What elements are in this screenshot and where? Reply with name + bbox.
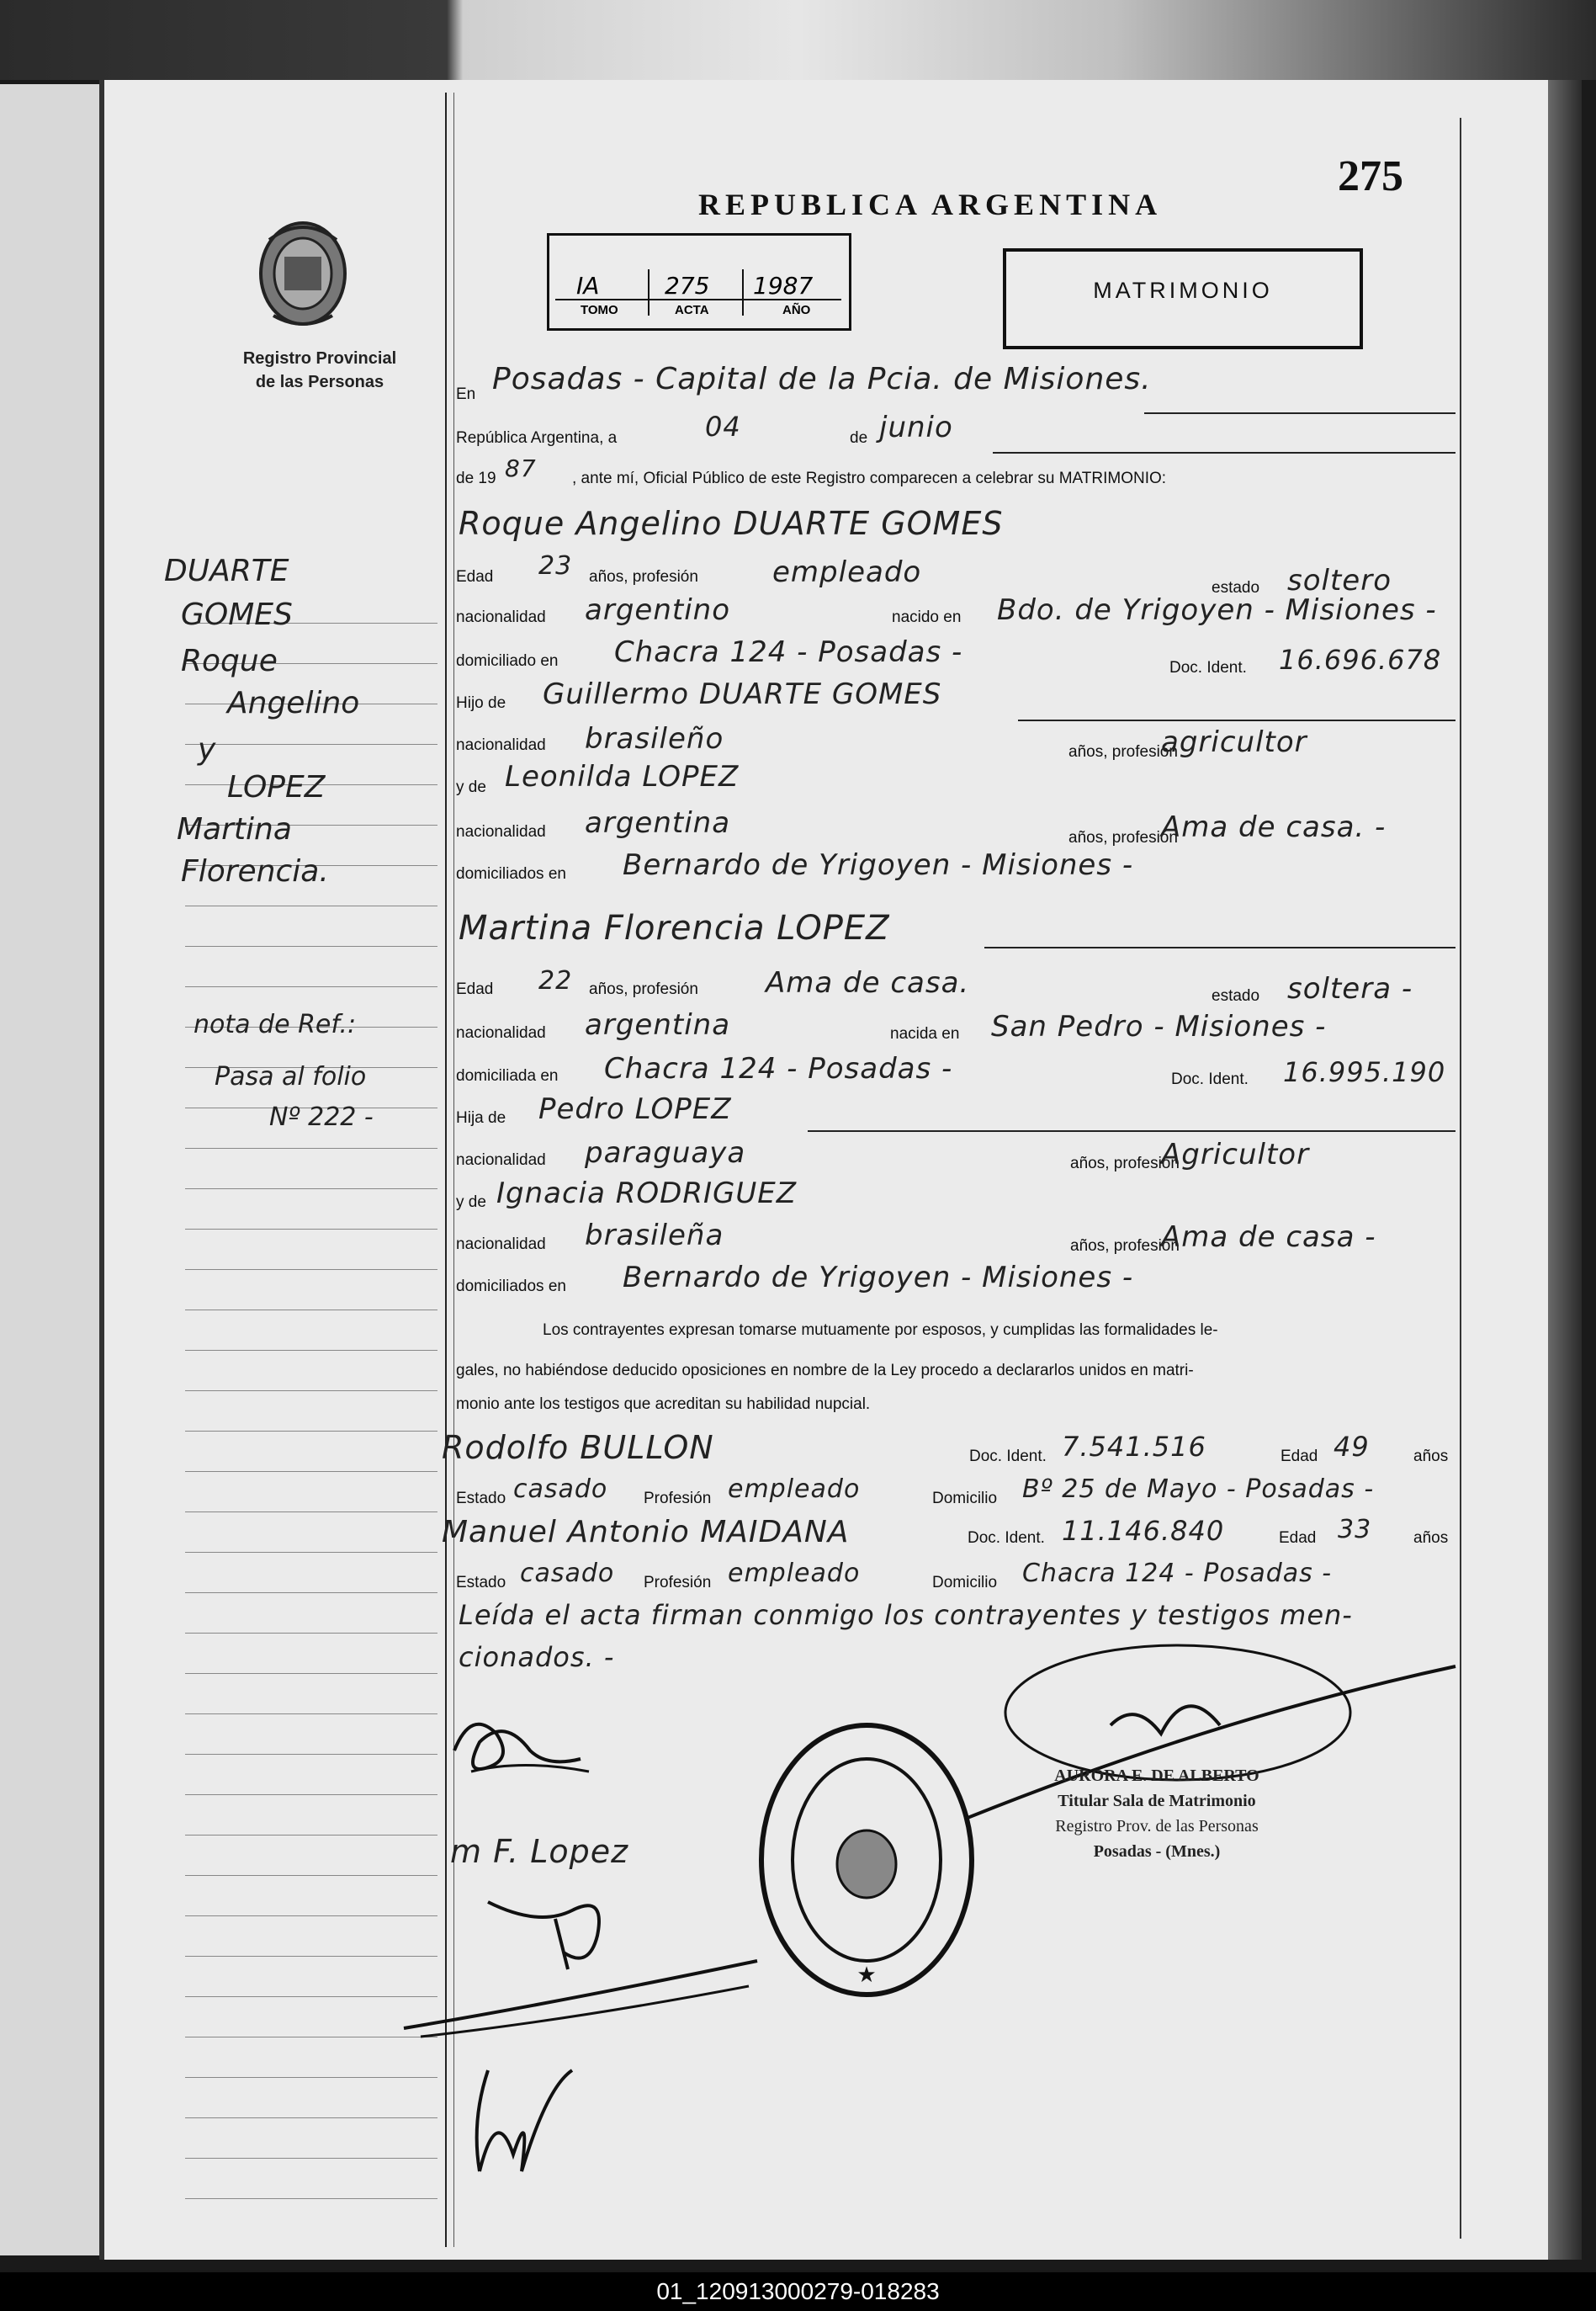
- ruled-line: [185, 1713, 437, 1714]
- witness1-label-anos: años: [1413, 1448, 1449, 1465]
- declaration-line3: monio ante los testigos que acreditan su habilidad nupcial.: [456, 1395, 871, 1413]
- ruled-line: [185, 1673, 437, 1674]
- provincial-coat-of-arms-icon: [252, 215, 353, 332]
- top-background: [0, 0, 1596, 80]
- witness2-profession: empleado: [728, 1559, 861, 1588]
- bride-label-father-profesion: años, profesión: [1070, 1155, 1180, 1172]
- groom-label-nacido: nacido en: [892, 608, 962, 626]
- witness2-doc: 11.146.840: [1062, 1515, 1225, 1547]
- groom-doc: 16.696.678: [1279, 644, 1442, 676]
- bride-name-underline: [984, 947, 1455, 948]
- declaration-line1: Los contrayentes expresan tomarse mutuamente por esposos, y cumplidas las formalidades le-: [543, 1321, 1218, 1339]
- right-margin-line: [1460, 118, 1461, 2239]
- label-intro: , ante mí, Oficial Público de este Registro comparecen a celebrar su MATRIMONIO:: [572, 470, 1167, 487]
- act-month: junio: [879, 411, 953, 444]
- ano-label: AÑO: [782, 303, 811, 317]
- groom-label-doc: Doc. Ident.: [1169, 659, 1247, 677]
- act-day: 04: [705, 411, 741, 443]
- margin-surname2: LOPEZ: [227, 770, 326, 805]
- bride-age: 22: [538, 966, 573, 996]
- ruled-line: [185, 986, 437, 987]
- ruled-line: [185, 1269, 437, 1270]
- ruled-line: [185, 1390, 437, 1391]
- groom-label-father-nacionalidad: nacionalidad: [456, 736, 546, 754]
- margin-ref-line2: Pasa al folio: [215, 1062, 367, 1092]
- seal-line1: AURORA E. DE ALBERTO: [1054, 1766, 1259, 1785]
- ruled-line: [185, 2117, 437, 2118]
- groom-profession: empleado: [772, 555, 922, 589]
- ruled-line: [185, 1915, 437, 1916]
- ruled-line: [185, 2077, 437, 2078]
- groom-nationality: argentino: [585, 593, 730, 627]
- ruled-line: [185, 1835, 437, 1836]
- bride-father-nationality: paraguaya: [585, 1136, 746, 1170]
- act-year-suffix: 87: [505, 454, 537, 482]
- groom-label-profesion: años, profesión: [589, 568, 698, 586]
- seal-line2: Titular Sala de Matrimonio: [1058, 1792, 1256, 1810]
- bride-nationality: argentina: [585, 1008, 731, 1042]
- father-underline: [1018, 720, 1455, 721]
- ruled-line: [185, 1875, 437, 1876]
- witness1-profession: empleado: [728, 1474, 861, 1504]
- closing-line1: Leída el acta firman conmigo los contrayentes y testigos men-: [459, 1599, 1353, 1631]
- bride-label-nacionalidad: nacionalidad: [456, 1024, 546, 1042]
- ruled-line: [185, 1148, 437, 1149]
- label-de: de: [850, 429, 868, 447]
- ruled-line: [185, 946, 437, 947]
- bride-full-name: Martina Florencia LOPEZ: [459, 909, 890, 948]
- bride-mother: Ignacia RODRIGUEZ: [496, 1177, 797, 1210]
- bride-signature: m F. Lopez: [450, 1833, 629, 1870]
- bride-label-estado: estado: [1212, 987, 1260, 1005]
- registry-label: [194, 347, 446, 394]
- ruled-line: [185, 1471, 437, 1472]
- svg-text:★: ★: [856, 1962, 877, 1987]
- margin-name1-line1: Roque: [181, 644, 278, 678]
- bride-label-profesion: años, profesión: [589, 980, 698, 998]
- spine-line: [99, 80, 104, 2260]
- groom-label-edad: Edad: [456, 568, 494, 586]
- acta-label: ACTA: [675, 303, 709, 317]
- ruled-line: [185, 1511, 437, 1512]
- groom-label-domiciliados: domiciliados en: [456, 865, 566, 883]
- witness1-label-doc: Doc. Ident.: [969, 1448, 1047, 1465]
- registry-label-line2: de las Personas: [255, 373, 384, 391]
- groom-age: 23: [538, 551, 573, 581]
- bride-label-mother-profesion: años, profesión: [1070, 1237, 1180, 1255]
- image-id-footer: 01_120913000279-018283: [0, 2272, 1596, 2311]
- margin-surname1-line2: GOMES: [181, 598, 293, 632]
- witness2-label-domicilio: Domicilio: [932, 1574, 998, 1591]
- margin-line-secondary: [453, 93, 454, 2247]
- bride-father-profession: Agricultor: [1161, 1138, 1310, 1171]
- ruled-line: [185, 1229, 437, 1230]
- bride-label-domiciliada: domiciliada en: [456, 1067, 559, 1085]
- groom-status: soltero: [1287, 564, 1392, 598]
- witness1-status: casado: [513, 1474, 608, 1504]
- ruled-line: [185, 1552, 437, 1553]
- bride-label-father-nacionalidad: nacionalidad: [456, 1151, 546, 1169]
- witness2-label-doc: Doc. Ident.: [968, 1529, 1045, 1547]
- witness2-label-profesion: Profesión: [644, 1574, 712, 1591]
- witness1-address: Bº 25 de Mayo - Posadas -: [1022, 1474, 1375, 1504]
- margin-name2-line2: Florencia.: [181, 854, 329, 889]
- witness2-signature: [437, 2053, 606, 2188]
- witness2-address: Chacra 124 - Posadas -: [1022, 1559, 1333, 1588]
- registry-label-line1: Registro Provincial: [242, 349, 397, 368]
- page-shadow: [1548, 80, 1582, 2260]
- ruled-line: [185, 1794, 437, 1795]
- declaration-line2: gales, no habiéndose deducido oposiciones en nombre de la Ley procedo a declararlos unidos en matri-: [456, 1362, 1194, 1379]
- ano-value: 1987: [753, 272, 814, 300]
- groom-mother-nationality: argentina: [585, 806, 731, 840]
- tomo-value: IA: [576, 272, 600, 300]
- groom-parents-address: Bernardo de Yrigoyen - Misiones -: [623, 848, 1134, 882]
- witness1-name: Rodolfo BULLON: [442, 1429, 714, 1466]
- bride-address: Chacra 124 - Posadas -: [604, 1052, 953, 1086]
- label-year-prefix: de 19: [456, 470, 496, 487]
- folio-number: 275: [1338, 152, 1403, 200]
- margin-conj: y: [198, 732, 216, 767]
- bride-label-edad: Edad: [456, 980, 494, 998]
- bride-label-yde: y de: [456, 1193, 486, 1211]
- bride-label-doc: Doc. Ident.: [1171, 1070, 1249, 1088]
- groom-label-mother-nacionalidad: nacionalidad: [456, 823, 546, 841]
- ruled-line: [185, 2198, 437, 2199]
- witness1-label-profesion: Profesión: [644, 1490, 712, 1507]
- groom-full-name: Roque Angelino DUARTE GOMES: [459, 505, 1004, 542]
- bride-father-underline: [808, 1130, 1455, 1132]
- bride-label-hija: Hija de: [456, 1109, 506, 1127]
- bride-father: Pedro LOPEZ: [538, 1092, 732, 1126]
- witness1-label-estado: Estado: [456, 1490, 506, 1507]
- witness2-status: casado: [520, 1559, 615, 1588]
- label-en: En: [456, 385, 476, 403]
- label-republica: República Argentina, a: [456, 429, 618, 447]
- ruled-line: [185, 1188, 437, 1189]
- country-heading: REPUBLICA ARGENTINA: [698, 188, 1163, 221]
- groom-father-profession: agricultor: [1161, 725, 1307, 759]
- ruled-line: [185, 1431, 437, 1432]
- groom-father-nationality: brasileño: [585, 722, 724, 756]
- seal-line4: Posadas - (Mnes.): [1093, 1842, 1221, 1861]
- margin-ref-line1: nota de Ref.:: [194, 1010, 357, 1039]
- registry-seal-stamp-icon: [757, 1721, 976, 1999]
- witness2-age: 33: [1338, 1515, 1372, 1544]
- bride-label-domiciliados: domiciliados en: [456, 1278, 566, 1295]
- witness2-label-edad: Edad: [1279, 1529, 1317, 1547]
- groom-mother-profession: Ama de casa. -: [1161, 810, 1387, 844]
- margin-ref-line3: Nº 222 -: [269, 1102, 374, 1132]
- groom-label-estado: estado: [1212, 579, 1260, 597]
- groom-birthplace: Bdo. de Yrigoyen - Misiones -: [997, 593, 1437, 627]
- witness2-label-anos: años: [1413, 1529, 1449, 1547]
- left-page-edge: [0, 84, 101, 2255]
- groom-label-yde: y de: [456, 778, 486, 796]
- bride-label-nacida: nacida en: [890, 1025, 960, 1043]
- witness1-age: 49: [1334, 1431, 1370, 1463]
- groom-label-domicilio: domiciliado en: [456, 652, 559, 670]
- ruled-line: [185, 1633, 437, 1634]
- ruled-line: [185, 744, 437, 745]
- seal-line3: Registro Prov. de las Personas: [1055, 1817, 1259, 1836]
- ruled-line: [185, 1754, 437, 1755]
- acta-value: 275: [665, 272, 710, 300]
- official-signature-stroke: [387, 1936, 774, 2045]
- ruled-line: [185, 2158, 437, 2159]
- witness1-label-edad: Edad: [1281, 1448, 1318, 1465]
- witness2-label-estado: Estado: [456, 1574, 506, 1591]
- official-seal-text: [1005, 1763, 1308, 1864]
- groom-label-father-profesion: años, profesión: [1068, 743, 1178, 761]
- bride-label-mother-nacionalidad: nacionalidad: [456, 1235, 546, 1253]
- witness1-doc: 7.541.516: [1062, 1431, 1206, 1463]
- bride-doc: 16.995.190: [1283, 1056, 1446, 1088]
- margin-line: [445, 93, 447, 2247]
- groom-address: Chacra 124 - Posadas -: [614, 635, 963, 669]
- ruled-line: [185, 1350, 437, 1351]
- groom-label-hijo: Hijo de: [456, 694, 506, 712]
- place-underline: [1144, 412, 1455, 414]
- ruled-line: [185, 1592, 437, 1593]
- margin-name2-line1: Martina: [177, 812, 292, 847]
- groom-signature: [437, 1700, 606, 1793]
- bride-profession: Ama de casa.: [766, 966, 970, 1000]
- bride-status: soltera -: [1287, 972, 1413, 1006]
- bride-mother-nationality: brasileña: [585, 1219, 724, 1252]
- groom-label-nacionalidad: nacionalidad: [456, 608, 546, 626]
- month-underline: [993, 452, 1455, 454]
- groom-father: Guillermo DUARTE GOMES: [543, 677, 942, 711]
- witness1-label-domicilio: Domicilio: [932, 1490, 998, 1507]
- groom-label-mother-profesion: años, profesión: [1068, 829, 1178, 847]
- groom-mother: Leonilda LOPEZ: [505, 760, 740, 794]
- bride-birthplace: San Pedro - Misiones -: [991, 1010, 1327, 1044]
- margin-surname1-line1: DUARTE: [164, 554, 289, 588]
- record-type-label: MATRIMONIO: [1093, 278, 1273, 303]
- act-place: Posadas - Capital de la Pcia. de Misiones.: [492, 362, 1152, 396]
- bride-mother-profession: Ama de casa -: [1161, 1220, 1376, 1254]
- tomo-label: TOMO: [581, 303, 618, 317]
- witness2-name: Manuel Antonio MAIDANA: [442, 1515, 850, 1549]
- closing-line2: cionados. -: [459, 1641, 615, 1673]
- bride-parents-address: Bernardo de Yrigoyen - Misiones -: [623, 1261, 1134, 1294]
- margin-name1-line2: Angelino: [227, 686, 360, 720]
